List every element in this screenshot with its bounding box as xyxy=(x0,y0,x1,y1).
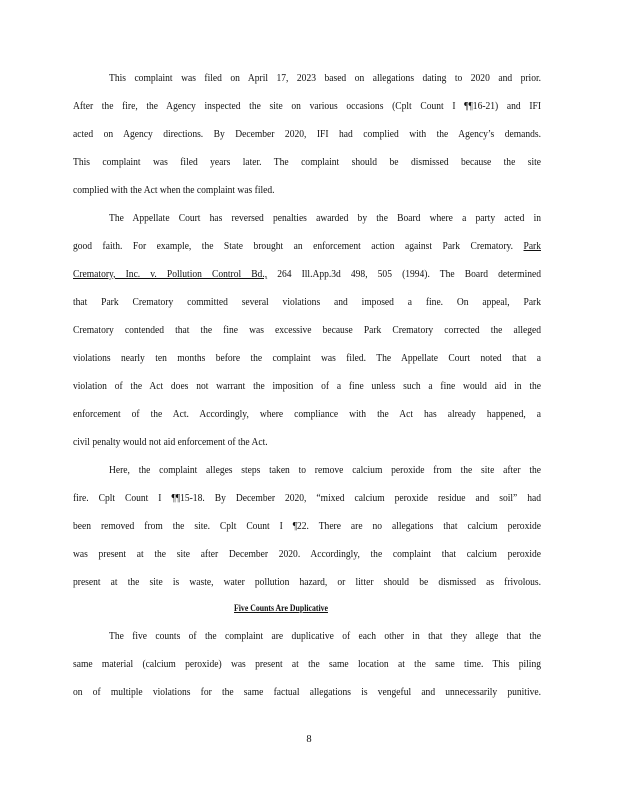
paragraph-2-line-1: The Appellate Court has reversed penalties awarded by the Board where a party acted in xyxy=(109,213,541,224)
paragraph-1-line-4: This complaint was filed years later. The complaint should be dismissed because the site xyxy=(73,157,541,168)
paragraph-2-line-4: that Park Crematory committed several violations and imposed a fine. On appeal, Park xyxy=(73,297,541,308)
paragraph-3-line-2: fire. Cplt Count I ¶¶15-18. By December 2020, “mixed calcium peroxide residue and soil” had xyxy=(73,493,541,504)
case-citation-start: Park xyxy=(523,241,541,252)
paragraph-1-line-2: After the fire, the Agency inspected the site on various occasions (Cplt Count I ¶¶16-21) and IFI xyxy=(73,101,541,112)
paragraph-4-line-2: same material (calcium peroxide) was present at the same location at the same time. This piling xyxy=(73,659,541,670)
paragraph-1-line-3: acted on Agency directions. By December 2020, IFI had complied with the Agency’s demands. xyxy=(73,129,541,140)
paragraph-2-line-7: violation of the Act does not warrant the imposition of a fine unless such a fine would aid in the xyxy=(73,381,541,392)
paragraph-2-line-8: enforcement of the Act. Accordingly, where compliance with the Act has already happened, a xyxy=(73,409,541,420)
paragraph-3-line-5: present at the site is waste, water pollution hazard, or litter should be dismissed as frivolous. xyxy=(73,577,541,588)
paragraph-1-line-1: This complaint was filed on April 17, 2023 based on allegations dating to 2020 and prior. xyxy=(109,73,541,84)
paragraph-2-line-9: civil penalty would not aid enforcement of the Act. xyxy=(73,437,268,448)
paragraph-2-line-2 xyxy=(73,240,541,254)
paragraph-2-line-5: Crematory contended that the fine was excessive because Park Crematory corrected the alleged xyxy=(73,325,541,336)
paragraph-2-line-2-text: good faith. For example, the State brought an enforcement action against Park Crematory. xyxy=(73,241,524,252)
case-citation-name: Crematory, Inc. v. Pollution Control Bd., xyxy=(73,269,268,280)
paragraph-4-line-1: The five counts of the complaint are duplicative of each other in that they allege that the xyxy=(109,631,541,642)
paragraph-2-line-3 xyxy=(73,268,541,282)
case-citation-rest: 264 Ill.App.3d 498, 505 (1994). The Board determined xyxy=(267,269,541,280)
paragraph-3-line-3: been removed from the site. Cplt Count I ¶22. There are no allegations that calcium peroxide xyxy=(73,521,541,532)
paragraph-1-line-5: complied with the Act when the complaint was filed. xyxy=(73,185,275,196)
section-heading: Five Counts Are Duplicative xyxy=(234,604,328,614)
paragraph-3-line-4: was present at the site after December 2020. Accordingly, the complaint that calcium peroxide xyxy=(73,549,541,560)
paragraph-3-line-1: Here, the complaint alleges steps taken to remove calcium peroxide from the site after the xyxy=(109,465,541,476)
page-number: 8 xyxy=(306,734,312,745)
paragraph-4-line-3: on of multiple violations for the same factual allegations is vengeful and unnecessarily punitive. xyxy=(73,687,541,698)
paragraph-2-line-6: violations nearly ten months before the complaint was filed. The Appellate Court noted that a xyxy=(73,353,541,364)
